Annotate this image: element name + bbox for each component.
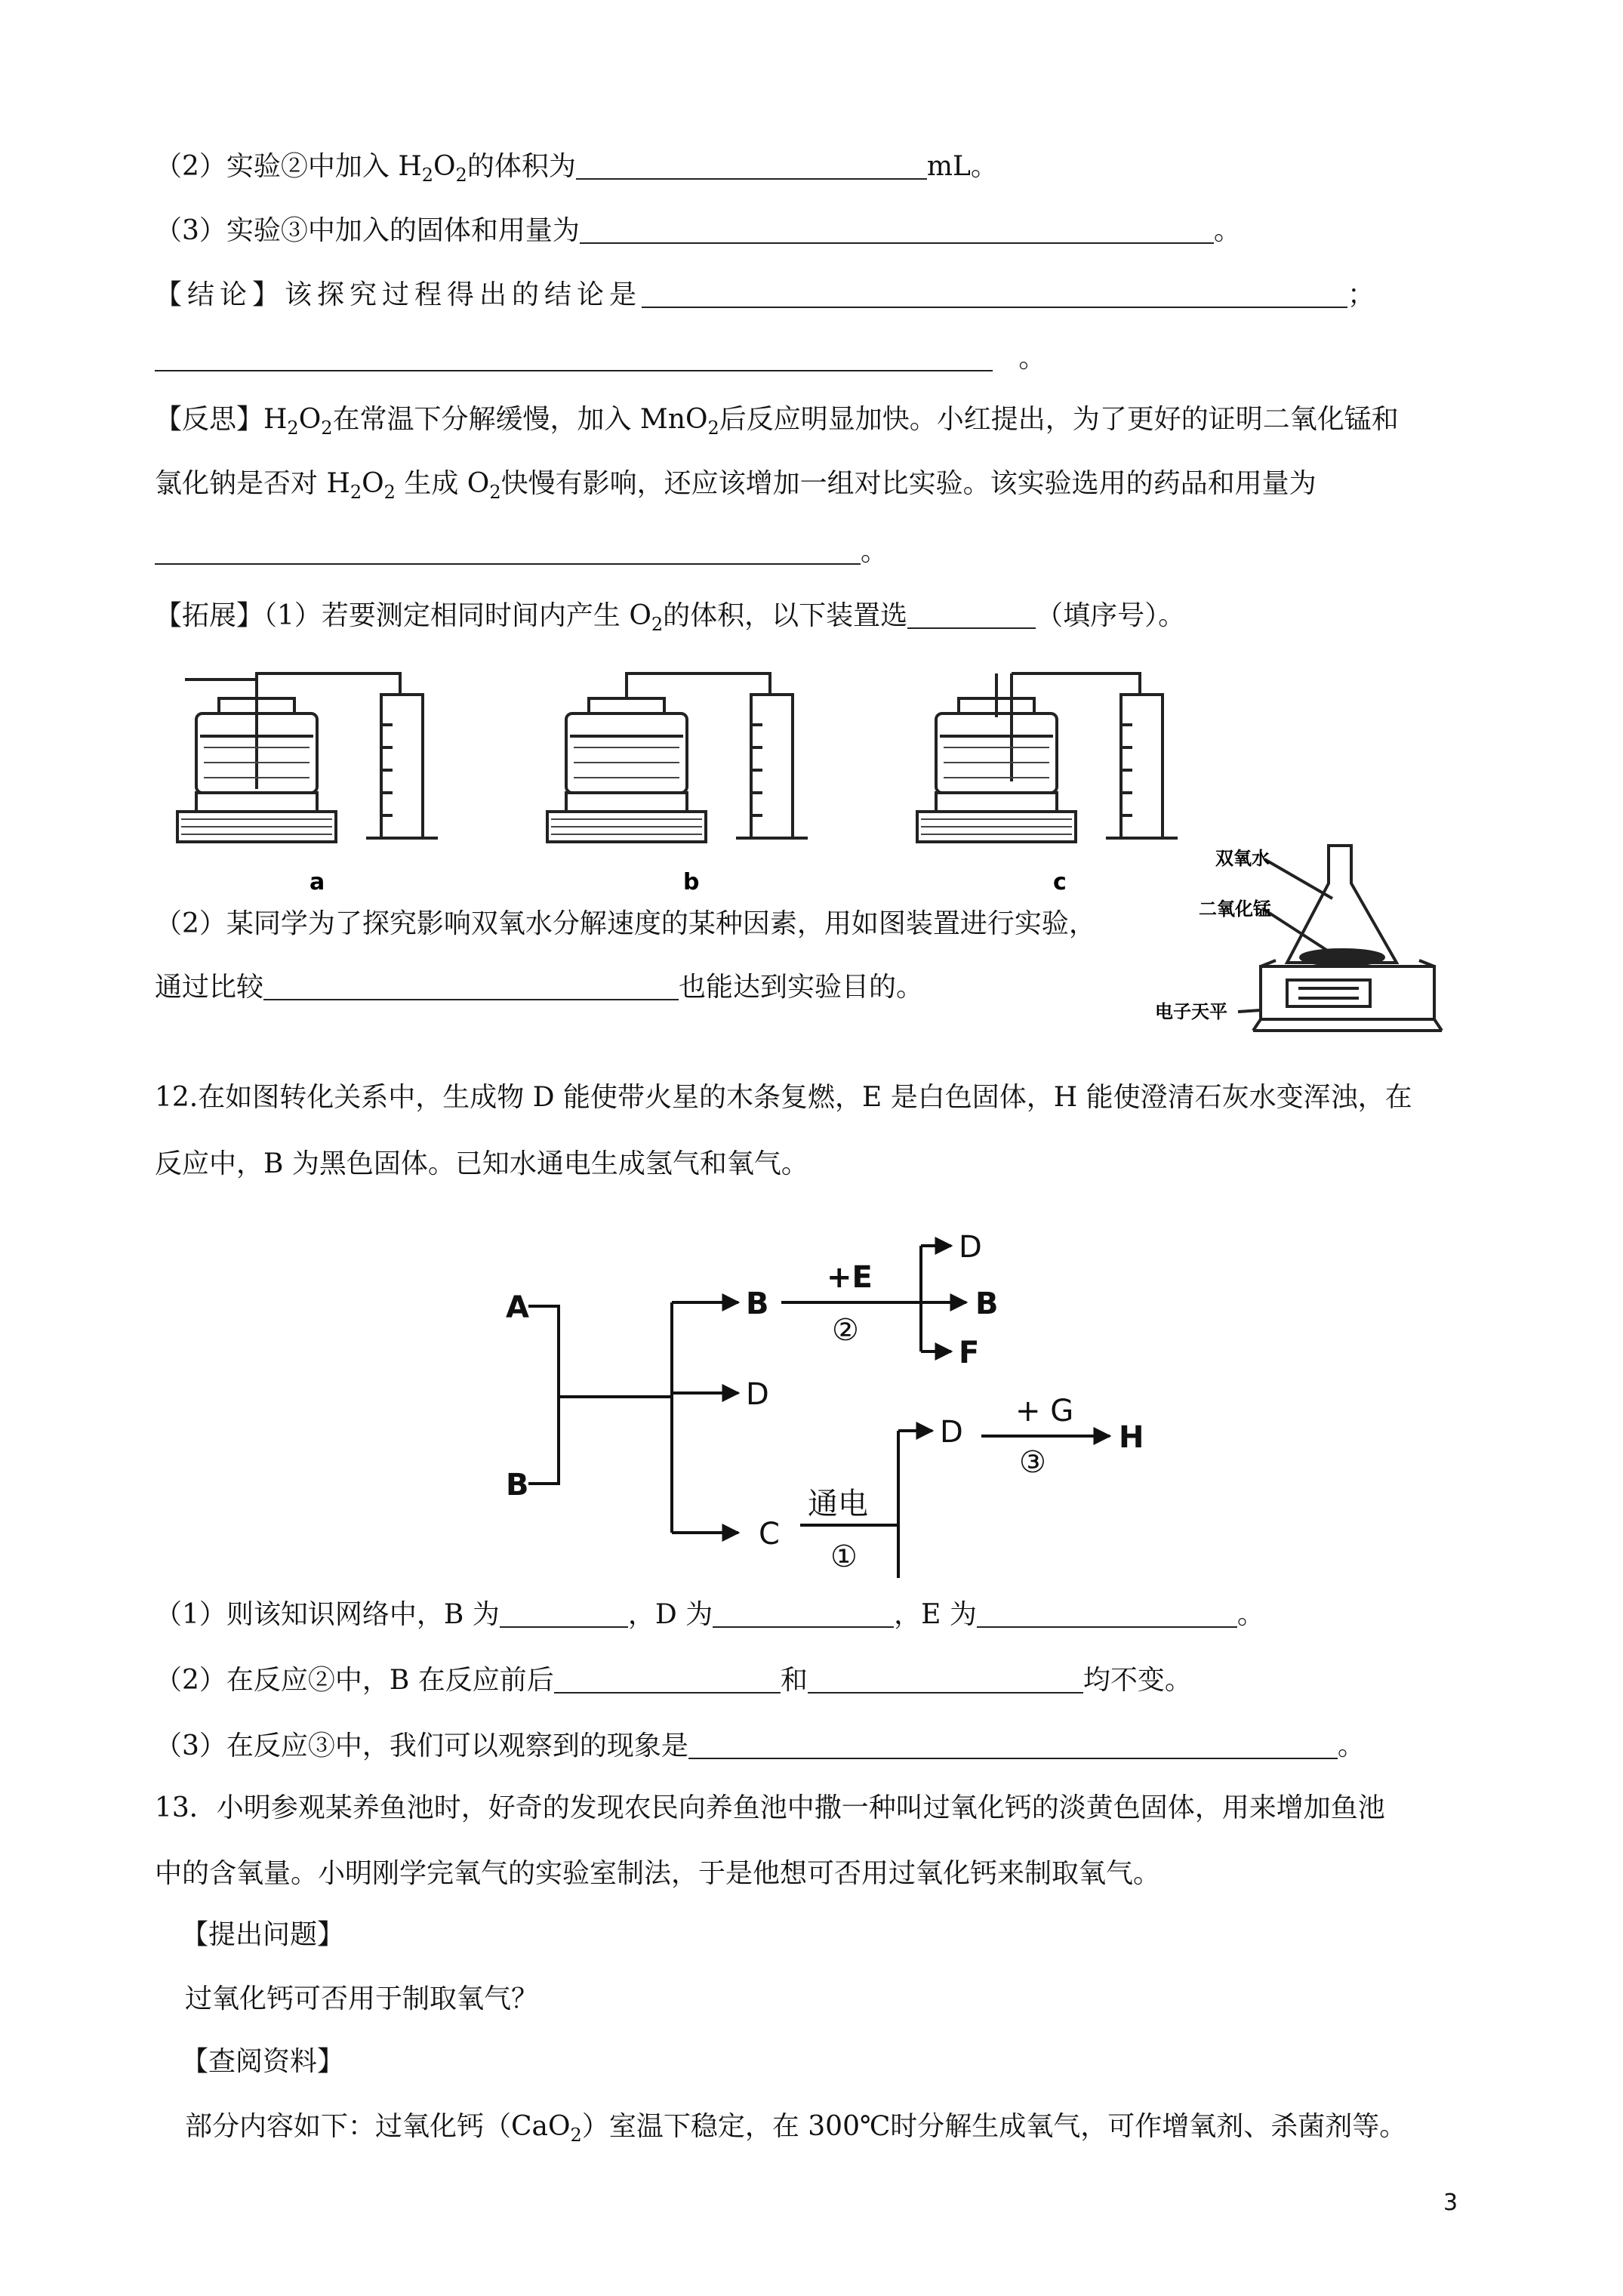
- blank[interactable]: [688, 1732, 1338, 1759]
- extension-line-3: 通过比较 也能达到实验目的。: [155, 972, 924, 1003]
- node-b: B: [506, 1468, 529, 1502]
- blank[interactable]: [554, 1666, 781, 1693]
- extension-line-2: （2）某同学为了探究影响双氧水分解速度的某种因素，用如图装置进行实验，: [155, 908, 1096, 939]
- q12-sub-2: （2）在反应②中，B 在反应前后 和 均不变。: [155, 1665, 1192, 1696]
- node-d-low: D: [940, 1415, 963, 1450]
- q13-intro-2: 中的含氧量。小明刚学完氧气的实验室制法，于是他想可否用过氧化钙来制取氧气。: [155, 1858, 1161, 1889]
- reflection-line-2: 氯化钠是否对 $H_2O_2$ 生成 $O_2$快慢有影响，还应该增加一组对比实验。该实验选用的药品和用量为: [155, 468, 1317, 503]
- reflection-line-1: 【反思】$H_2O_2$在常温下分解缓慢，加入 MnO$_2$后反应明显加快。小红提出，为了更好的证明二氧化锰和: [155, 404, 1399, 439]
- node-d-mid: D: [746, 1377, 769, 1412]
- label-r1: ①: [830, 1539, 858, 1574]
- q12-intro-1: 12.在如图转化关系中，生成物 D 能使带火星的木条复燃，E 是白色固体，H 能使澄清石灰水变浑浊，在: [155, 1082, 1412, 1113]
- blank[interactable]: [642, 281, 1347, 308]
- label-r2: ②: [832, 1313, 859, 1348]
- q13-info: 部分内容如下：过氧化钙（CaO$_2$）室温下稳定，在 300℃时分解生成氧气，可作增氧剂、杀菌剂等。: [185, 2111, 1407, 2146]
- blank[interactable]: [576, 153, 927, 180]
- label-h2o2: 双氧水: [1215, 848, 1270, 869]
- q11-line-2: （2）实验②中加入 $H_2O_2$的体积为 mL。: [155, 151, 998, 186]
- node-f: F: [959, 1336, 980, 1370]
- blank[interactable]: [155, 538, 861, 565]
- apparatus-figure: [174, 664, 1246, 898]
- node-c: C: [759, 1517, 780, 1552]
- conversion-diagram: [498, 1223, 1178, 1578]
- label-mno2: 二氧化锰: [1199, 898, 1271, 920]
- blank[interactable]: [155, 344, 993, 371]
- blank[interactable]: [907, 602, 1036, 629]
- apparatus-b: [547, 673, 808, 842]
- blank[interactable]: [977, 1601, 1237, 1628]
- q12-sub-1: （1）则该知识网络中，B 为 ，D 为 ，E 为 。: [155, 1599, 1264, 1630]
- blank[interactable]: [713, 1601, 894, 1628]
- label-plus-g: + G: [1015, 1394, 1074, 1428]
- label-b: b: [683, 869, 700, 895]
- page-number: 3: [1443, 2190, 1458, 2216]
- node-a: A: [506, 1290, 529, 1325]
- label-plus-e: +E: [827, 1260, 873, 1295]
- apparatus-c: [917, 673, 1178, 842]
- q13-intro-1: 13．小明参观某养鱼池时，好奇的发现农民向养鱼池中撒一种叫过氧化钙的淡黄色固体，用来增加鱼池: [155, 1792, 1385, 1823]
- conclusion-line: 【结论】该探究过程得出的结论是 ；: [155, 279, 1381, 310]
- label-c: c: [1053, 869, 1067, 895]
- q13-question: 过氧化钙可否用于制取氧气？: [185, 1983, 539, 2014]
- q12-sub-3: （3）在反应③中，我们可以观察到的现象是 。: [155, 1730, 1365, 1761]
- apparatus-a: [177, 672, 438, 842]
- node-d-top: D: [959, 1230, 982, 1265]
- node-b-out: B: [975, 1287, 999, 1321]
- blank[interactable]: [500, 1601, 628, 1628]
- node-b2: B: [746, 1287, 769, 1321]
- label-tongdian: 通电: [808, 1487, 868, 1521]
- extension-line-1: 【拓展】（1）若要测定相同时间内产生 $O_2$的体积，以下装置选 （填序号）。: [155, 600, 1186, 635]
- reflection-line-3: 。: [155, 533, 888, 571]
- q13-heading-info: 【查阅资料】: [181, 2046, 345, 2077]
- label-balance: 电子天平: [1155, 1001, 1227, 1022]
- q13-heading-question: 【提出问题】: [181, 1919, 345, 1950]
- q11-line-3: （3）实验③中加入的固体和用量为 。: [155, 215, 1241, 246]
- blank[interactable]: [808, 1666, 1083, 1693]
- label-a: a: [310, 869, 325, 895]
- node-h: H: [1119, 1420, 1144, 1455]
- blank[interactable]: [263, 973, 679, 1000]
- conclusion-line-2: 。: [155, 340, 1046, 378]
- label-r3: ③: [1019, 1445, 1046, 1480]
- q12-intro-2: 反应中，B 为黑色固体。已知水通电生成氢气和氧气。: [155, 1148, 808, 1179]
- blank[interactable]: [580, 217, 1214, 244]
- balance-figure: [1155, 831, 1457, 1049]
